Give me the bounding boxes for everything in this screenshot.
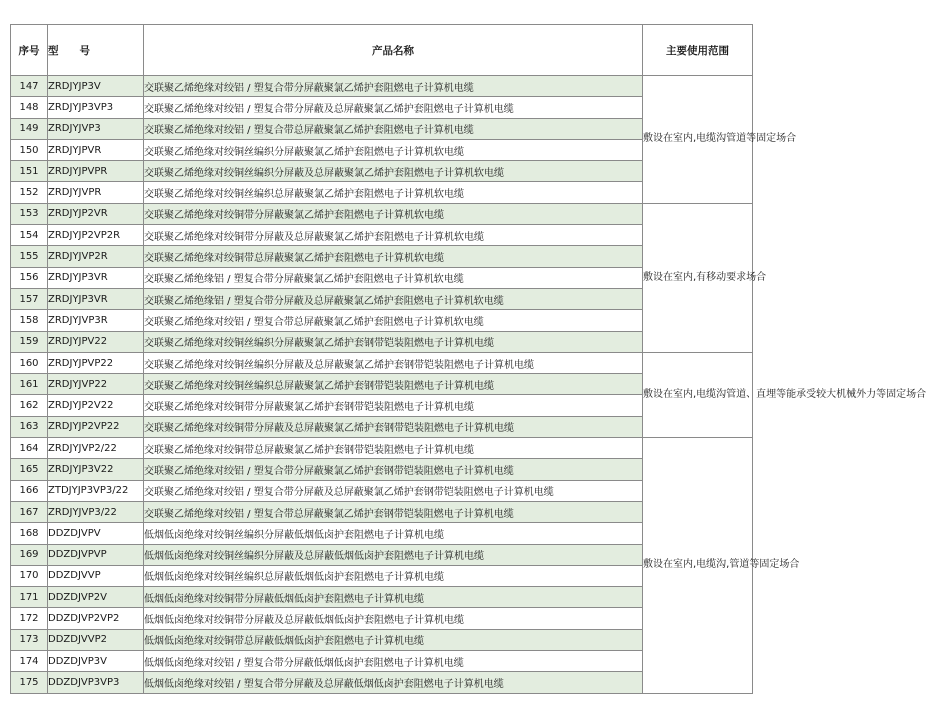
- table-row: [11, 501, 753, 522]
- table-row: [11, 352, 753, 373]
- table-row: [11, 672, 753, 693]
- row-product-name: 交联聚乙烯绝缘对绞铜丝编织分屏蔽及总屏蔽聚氯乙烯护套钢带铠装阻燃电子计算机电缆: [144, 352, 643, 373]
- row-model: ZTDJYJP3VP3/22: [48, 480, 144, 501]
- row-product-name: 低烟低卤绝缘对绞铜带分屏蔽低烟低卤护套阻燃电子计算机电缆: [144, 587, 643, 608]
- table-row: [11, 438, 753, 459]
- row-model: DDZDJVPV: [48, 523, 144, 544]
- table-row: [11, 459, 753, 480]
- row-model: DDZDJVPVP: [48, 544, 144, 565]
- usage-scope-cell: [643, 76, 797, 204]
- table-row: [11, 565, 753, 586]
- row-product-name: 低烟低卤绝缘对绞铜带总屏蔽低烟低卤护套阻燃电子计算机电缆: [144, 629, 643, 650]
- row-seq: 154: [11, 225, 48, 246]
- row-seq: 166: [11, 480, 48, 501]
- row-seq: 168: [11, 523, 48, 544]
- row-seq: 148: [11, 97, 48, 118]
- row-seq: 147: [11, 76, 48, 97]
- usage-scope-cell: [643, 203, 767, 352]
- product-spec-table: [10, 24, 926, 694]
- table-row: [11, 587, 753, 608]
- row-model: DDZDJVP2VP2: [48, 608, 144, 629]
- row-product-name: 交联聚乙烯绝缘对绞铝 / 塑复合带总屏蔽聚氯乙烯护套阻燃电子计算机电缆: [144, 118, 643, 139]
- row-seq: 167: [11, 501, 48, 522]
- row-model: DDZDJVP3VP3: [48, 672, 144, 693]
- row-seq: 164: [11, 438, 48, 459]
- row-product-name: 低烟低卤绝缘对绞铜丝编织分屏蔽低烟低卤护套阻燃电子计算机电缆: [144, 523, 643, 544]
- row-model: ZRDJYJVP2R: [48, 246, 144, 267]
- row-product-name: 交联聚乙烯绝缘对绞铝 / 塑复合带总屏蔽聚氯乙烯护套阻燃电子计算机软电缆: [144, 310, 643, 331]
- table-row: [11, 629, 753, 650]
- table-row: [11, 651, 753, 672]
- row-model: ZRDJYJVP3/22: [48, 501, 144, 522]
- row-model: ZRDJYJVP3: [48, 118, 144, 139]
- row-product-name: 交联聚乙烯绝缘对绞铜带分屏蔽聚氯乙烯护套阻燃电子计算机软电缆: [144, 203, 643, 224]
- row-model: ZRDJYJP2VP2R: [48, 225, 144, 246]
- row-seq: 155: [11, 246, 48, 267]
- row-seq: 172: [11, 608, 48, 629]
- row-model: ZRDJYJP3V: [48, 76, 144, 97]
- table-row: [11, 331, 753, 352]
- row-seq: 171: [11, 587, 48, 608]
- usage-scope-cell: [643, 438, 800, 694]
- row-product-name: 交联聚乙烯绝缘对绞铜丝编织分屏蔽及总屏蔽聚氯乙烯护套阻燃电子计算机软电缆: [144, 161, 643, 182]
- row-model: ZRDJYJP3VR: [48, 288, 144, 309]
- row-product-name: 交联聚乙烯绝缘对绞铜带总屏蔽聚氯乙烯护套钢带铠装阻燃电子计算机电缆: [144, 438, 643, 459]
- table-body: [11, 76, 926, 694]
- table-header-row: [11, 25, 753, 76]
- table-row: [11, 544, 753, 565]
- table-row: [11, 374, 753, 395]
- header-product-name: 产品名称: [144, 25, 643, 76]
- usage-scope-cell: [643, 352, 926, 437]
- row-seq: 161: [11, 374, 48, 395]
- usage-scope-text: 敷设在室内,电缆沟,管道等固定场合: [643, 559, 800, 571]
- row-product-name: 交联聚乙烯绝缘对绞铝 / 塑复合带分屏蔽聚氯乙烯护套阻燃电子计算机电缆: [144, 76, 643, 97]
- row-seq: 149: [11, 118, 48, 139]
- usage-scope-text: 敷设在室内,电缆沟管道、直埋等能承受较大机械外力等固定场合: [643, 388, 926, 400]
- table-row: [11, 246, 753, 267]
- row-model: ZRDJYJPVR: [48, 139, 144, 160]
- row-seq: 152: [11, 182, 48, 203]
- row-product-name: 交联聚乙烯绝缘对绞铜带分屏蔽及总屏蔽聚氯乙烯护套钢带铠装阻燃电子计算机电缆: [144, 416, 643, 437]
- table-row: [11, 267, 753, 288]
- row-model: DDZDJVVP: [48, 565, 144, 586]
- row-model: ZRDJYJVP22: [48, 374, 144, 395]
- row-model: ZRDJYJP2V22: [48, 395, 144, 416]
- row-seq: 150: [11, 139, 48, 160]
- row-model: ZRDJYJP3VR: [48, 267, 144, 288]
- row-product-name: 交联聚乙烯绝缘对绞铝 / 塑复合带总屏蔽聚氯乙烯护套钢带铠装阻燃电子计算机电缆: [144, 501, 643, 522]
- row-model: ZRDJYJVPR: [48, 182, 144, 203]
- row-model: DDZDJVVP2: [48, 629, 144, 650]
- row-seq: 157: [11, 288, 48, 309]
- table-row: [11, 161, 753, 182]
- row-seq: 163: [11, 416, 48, 437]
- row-product-name: 交联聚乙烯绝缘对绞铜带分屏蔽聚氯乙烯护套钢带铠装阻燃电子计算机电缆: [144, 395, 643, 416]
- row-product-name: 交联聚乙烯绝缘对绞铝 / 塑复合带分屏蔽及总屏蔽聚氯乙烯护套阻燃电子计算机电缆: [144, 97, 643, 118]
- row-model: ZRDJYJP2VR: [48, 203, 144, 224]
- row-seq: 156: [11, 267, 48, 288]
- table-row: [11, 310, 753, 331]
- row-model: ZRDJYJPVP22: [48, 352, 144, 373]
- row-seq: 158: [11, 310, 48, 331]
- table-row: [11, 523, 753, 544]
- row-product-name: 交联聚乙烯绝缘对绞铜丝编织分屏蔽聚氯乙烯护套钢带铠装阻燃电子计算机电缆: [144, 331, 643, 352]
- row-seq: 173: [11, 629, 48, 650]
- row-product-name: 交联聚乙烯绝缘对绞铜带总屏蔽聚氯乙烯护套阻燃电子计算机软电缆: [144, 246, 643, 267]
- header-seq: 序号: [11, 25, 48, 76]
- row-product-name: 低烟低卤绝缘对绞铝 / 塑复合带分屏蔽及总屏蔽低烟低卤护套阻燃电子计算机电缆: [144, 672, 643, 693]
- header-model: 型 号: [48, 25, 144, 76]
- table-row: [11, 76, 753, 97]
- row-product-name: 交联聚乙烯绝缘对绞铜丝编织分屏蔽聚氯乙烯护套阻燃电子计算机软电缆: [144, 139, 643, 160]
- table-row: [11, 182, 753, 203]
- usage-scope-text: 敷设在室内,电缆沟管道等固定场合: [643, 133, 797, 145]
- row-seq: 165: [11, 459, 48, 480]
- row-product-name: 交联聚乙烯绝缘铝 / 塑复合带分屏蔽聚氯乙烯护套阻燃电子计算机软电缆: [144, 267, 643, 288]
- row-model: ZRDJYJP2VP22: [48, 416, 144, 437]
- row-product-name: 交联聚乙烯绝缘对绞铜丝编织总屏蔽聚氯乙烯护套阻燃电子计算机软电缆: [144, 182, 643, 203]
- row-product-name: 交联聚乙烯绝缘对绞铜带分屏蔽及总屏蔽聚氯乙烯护套阻燃电子计算机软电缆: [144, 225, 643, 246]
- row-model: DDZDJVP2V: [48, 587, 144, 608]
- row-seq: 175: [11, 672, 48, 693]
- table-row: [11, 416, 753, 437]
- table-row: [11, 225, 753, 246]
- row-model: ZRDJYJPVPR: [48, 161, 144, 182]
- row-model: DDZDJVP3V: [48, 651, 144, 672]
- header-usage-scope: 主要使用范围: [643, 25, 753, 76]
- table-row: [11, 118, 753, 139]
- row-product-name: 低烟低卤绝缘对绞铜丝编织总屏蔽低烟低卤护套阻燃电子计算机电缆: [144, 565, 643, 586]
- row-seq: 170: [11, 565, 48, 586]
- row-model: ZRDJYJPV22: [48, 331, 144, 352]
- table-row: [11, 608, 753, 629]
- row-model: ZRDJYJVP3R: [48, 310, 144, 331]
- row-model: ZRDJYJVP2/22: [48, 438, 144, 459]
- table-row: [11, 139, 753, 160]
- usage-scope-text: 敷设在室内,有移动要求场合: [643, 271, 767, 283]
- row-seq: 153: [11, 203, 48, 224]
- row-seq: 160: [11, 352, 48, 373]
- table-row: [11, 395, 753, 416]
- row-product-name: 交联聚乙烯绝缘对绞铜丝编织总屏蔽聚氯乙烯护套钢带铠装阻燃电子计算机电缆: [144, 374, 643, 395]
- row-seq: 162: [11, 395, 48, 416]
- row-seq: 169: [11, 544, 48, 565]
- row-product-name: 低烟低卤绝缘对绞铜带分屏蔽及总屏蔽低烟低卤护套阻燃电子计算机电缆: [144, 608, 643, 629]
- row-product-name: 交联聚乙烯绝缘铝 / 塑复合带分屏蔽及总屏蔽聚氯乙烯护套阻燃电子计算机软电缆: [144, 288, 643, 309]
- row-product-name: 交联聚乙烯绝缘对绞铝 / 塑复合带分屏蔽及总屏蔽聚氯乙烯护套钢带铠装阻燃电子计算机电缆: [144, 480, 643, 501]
- table-row: [11, 480, 753, 501]
- row-product-name: 低烟低卤绝缘对绞铜丝编织分屏蔽及总屏蔽低烟低卤护套阻燃电子计算机电缆: [144, 544, 643, 565]
- row-product-name: 低烟低卤绝缘对绞铝 / 塑复合带分屏蔽低烟低卤护套阻燃电子计算机电缆: [144, 651, 643, 672]
- table-row: [11, 288, 753, 309]
- table-row: [11, 97, 753, 118]
- row-model: ZRDJYJP3VP3: [48, 97, 144, 118]
- row-seq: 174: [11, 651, 48, 672]
- row-seq: 159: [11, 331, 48, 352]
- row-seq: 151: [11, 161, 48, 182]
- row-model: ZRDJYJP3V22: [48, 459, 144, 480]
- table-row: [11, 203, 753, 224]
- row-product-name: 交联聚乙烯绝缘对绞铝 / 塑复合带分屏蔽聚氯乙烯护套钢带铠装阻燃电子计算机电缆: [144, 459, 643, 480]
